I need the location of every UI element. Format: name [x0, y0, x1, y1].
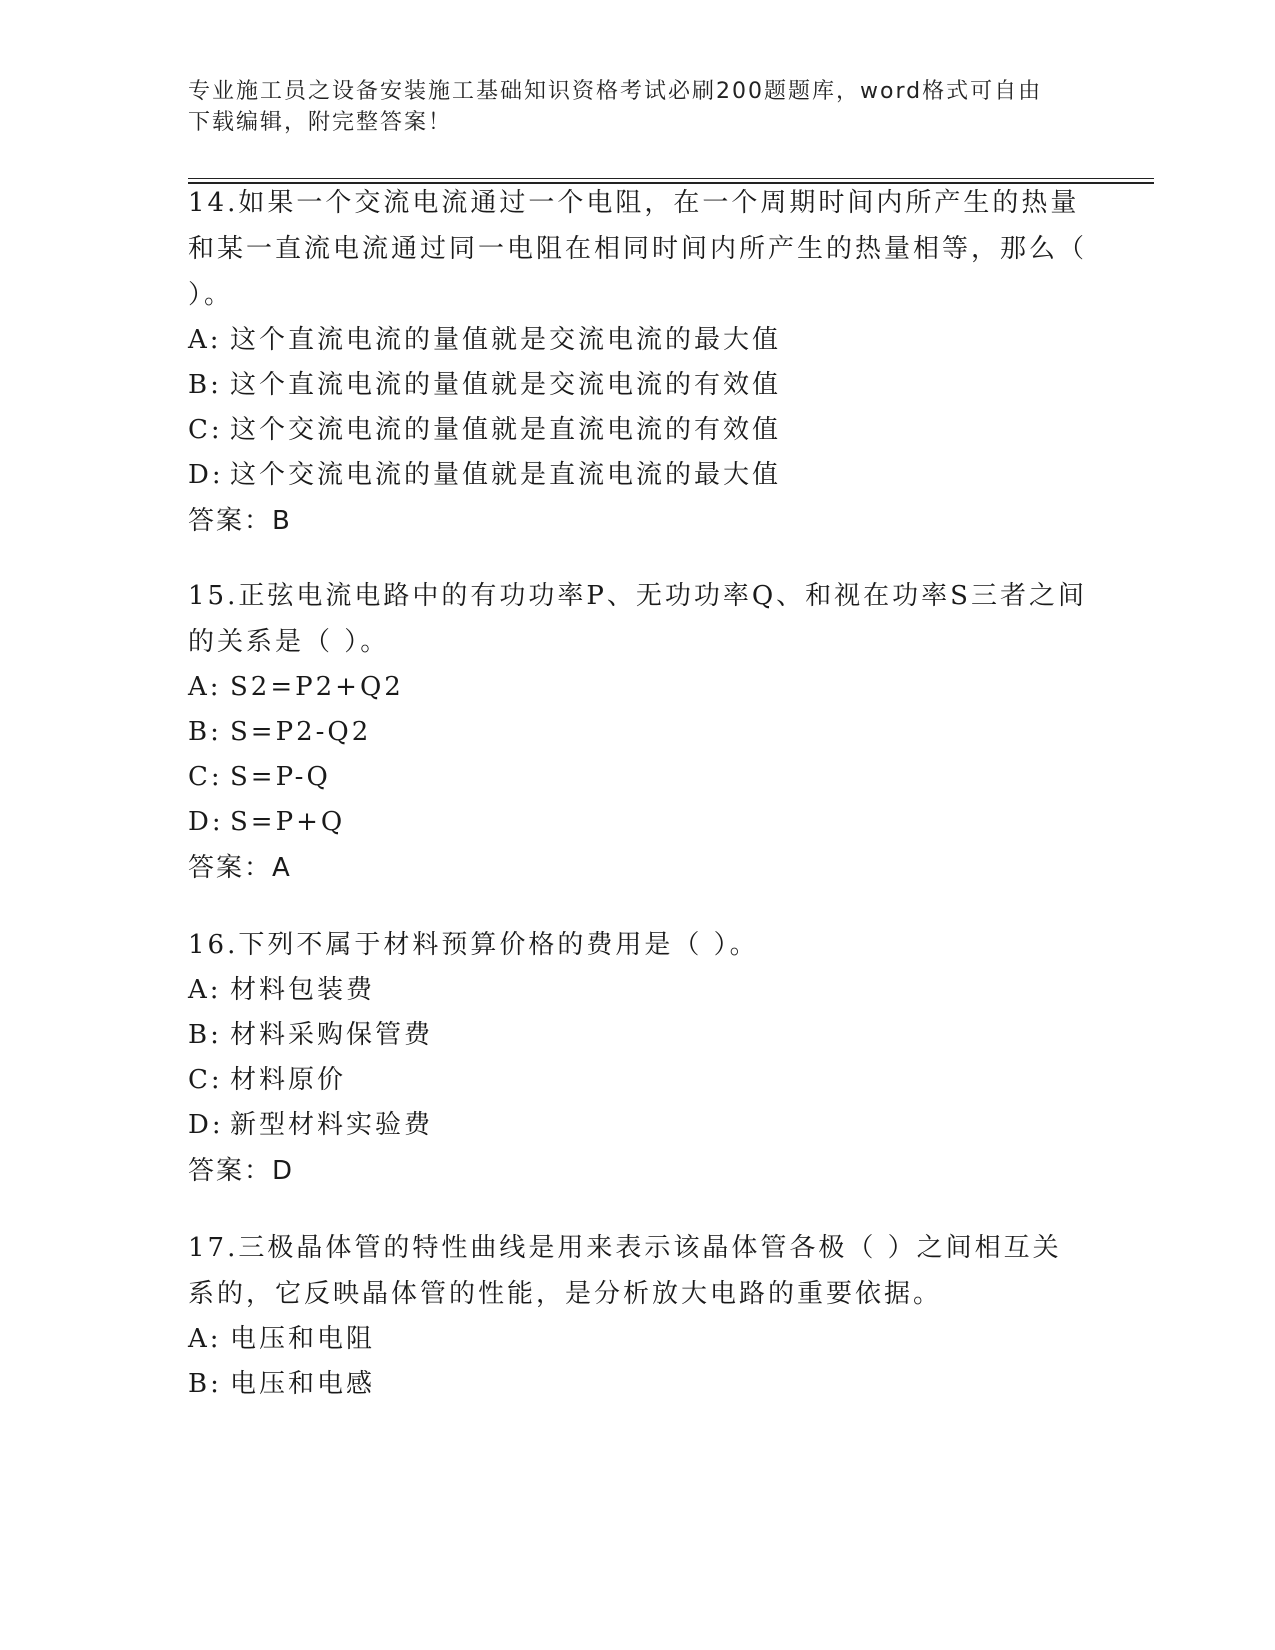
- question-16: [188, 922, 1088, 1194]
- answer: 答案：A: [188, 853, 292, 883]
- option-c: C: 这个交流电流的量值就是直流电流的有效值: [188, 415, 782, 445]
- question-stem: 14.如果一个交流电流通过一个电阻，在一个周期时间内所产生的热量和某一直流电流通过同一电阻在相同时间内所产生的热量相等，那么（ ）。: [188, 188, 1088, 310]
- header-line-1: 专业施工员之设备安装施工基础知识资格考试必刷200题题库，word格式可自由: [188, 79, 1043, 104]
- option-b: B: 电压和电感: [188, 1369, 376, 1399]
- option-a: A: 材料包装费: [188, 975, 376, 1005]
- option-b: B: 材料采购保管费: [188, 1020, 434, 1050]
- option-d: D: S=P+Q: [188, 807, 346, 837]
- answer: 答案：B: [188, 506, 292, 536]
- question-stem: 16.下列不属于材料预算价格的费用是（ ）。: [188, 930, 759, 960]
- option-a: A: 电压和电阻: [188, 1324, 376, 1354]
- header-divider-thin: [188, 178, 1154, 179]
- option-c: C: 材料原价: [188, 1065, 347, 1095]
- document-header: [188, 76, 1068, 138]
- option-d: D: 这个交流电流的量值就是直流电流的最大值: [188, 460, 782, 490]
- option-b: B: 这个直流电流的量值就是交流电流的有效值: [188, 370, 782, 400]
- question-stem: 17.三极晶体管的特性曲线是用来表示该晶体管各极（ ）之间相互关系的，它反映晶体管的性能，是分析放大电路的重要依据。: [188, 1233, 1062, 1309]
- option-c: C: S=P-Q: [188, 762, 331, 792]
- question-17: [188, 1225, 1088, 1407]
- header-line-2: 下载编辑，附完整答案！: [188, 110, 453, 135]
- question-stem: 15.正弦电流电路中的有功功率P、无功功率Q、和视在功率S三者之间的关系是（ ）。: [188, 581, 1087, 657]
- option-d: D: 新型材料实验费: [188, 1110, 434, 1140]
- option-a: A: S2=P2+Q2: [188, 672, 404, 702]
- question-15: [188, 573, 1088, 891]
- answer: 答案：D: [188, 1156, 295, 1186]
- option-b: B: S=P2-Q2: [188, 717, 372, 747]
- option-a: A: 这个直流电流的量值就是交流电流的最大值: [188, 325, 782, 355]
- question-14: [188, 180, 1088, 544]
